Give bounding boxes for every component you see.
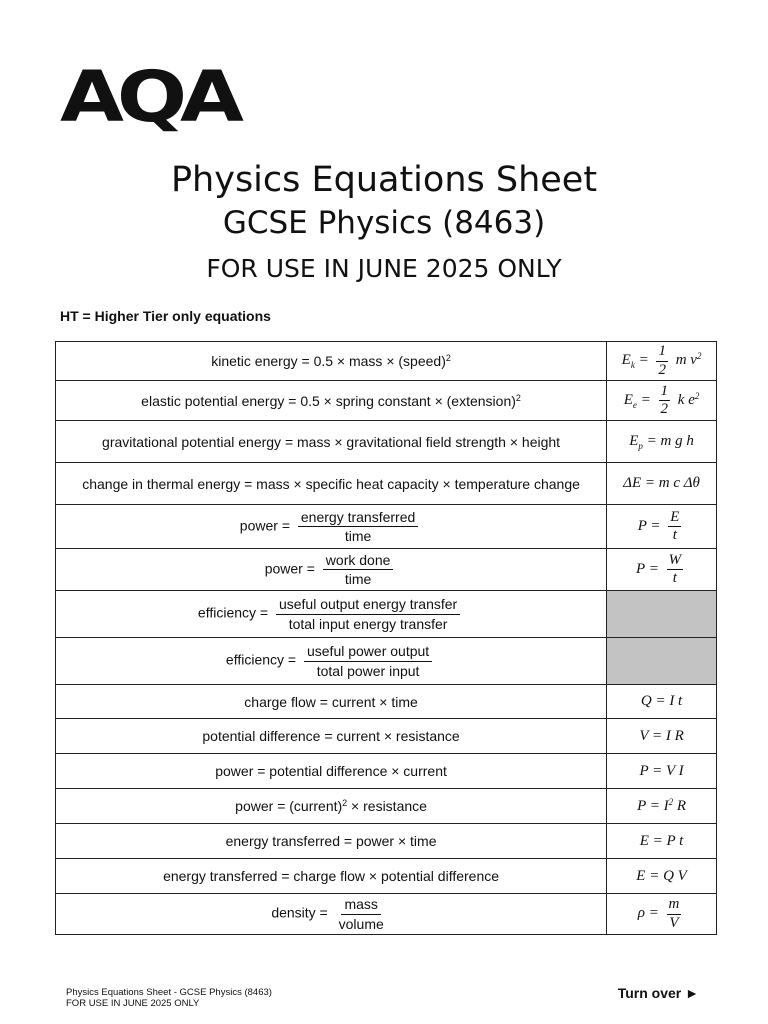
fraction: $\frac{1}{2}$ bbox=[660, 382, 669, 417]
word-equation: kinetic energy = 0.5 × mass × (speed)$^2$ bbox=[56, 342, 607, 381]
equation-row-density bbox=[56, 894, 717, 935]
symbol-equation: ΔE = m c Δθ bbox=[607, 463, 717, 505]
word-equation: change in thermal energy = mass × specific heat capacity × temperature change bbox=[56, 463, 607, 505]
aqa-logo: AQA bbox=[60, 56, 237, 138]
fraction: $\frac{1}{2}$ bbox=[658, 343, 666, 378]
turn-over-label: Turn over ► bbox=[617, 985, 699, 1001]
fraction: $\frac{\text{work done}}{\text{time}}$ bbox=[323, 551, 394, 588]
equation-row-power-work bbox=[56, 549, 717, 591]
fraction: $\frac{\text{useful output energy transfer}}{\text{total input energy transfer}}$ bbox=[276, 595, 460, 632]
word-equation: efficiency = $\frac{\text{useful output energy transfer}}{\text{total input energy transfer}}$ bbox=[56, 591, 607, 638]
word-equation: power = (current)$^2$ × resistance bbox=[56, 789, 607, 824]
symbol-equation: $E_k$ = $\frac{1}{2}$ m $v^2$ bbox=[607, 342, 717, 381]
equation-row-energy-qv bbox=[56, 859, 717, 894]
word-equation: potential difference = current × resistance bbox=[56, 719, 607, 754]
page-subtitle: GCSE Physics (8463) bbox=[222, 205, 546, 241]
fraction: $\frac{\text{energy transferred}}{\text{time}}$ bbox=[298, 508, 418, 545]
fraction: $\frac{\text{useful power output}}{\text{total power input}}$ bbox=[304, 642, 432, 679]
equation-row-energy-pt bbox=[56, 824, 717, 859]
symbol-equation-blank bbox=[607, 591, 717, 638]
use-notice: FOR USE IN JUNE 2025 ONLY bbox=[206, 254, 562, 283]
word-equation: energy transferred = power × time bbox=[56, 824, 607, 859]
equation-row-charge-flow bbox=[56, 685, 717, 719]
symbol-equation: $E_e$ = $\frac{1}{2}$ k $e^2$ bbox=[607, 381, 717, 421]
footer-line-2: FOR USE IN JUNE 2025 ONLY bbox=[66, 998, 200, 1009]
word-equation: power = $\frac{\text{energy transferred}}{\text{time}}$ bbox=[56, 505, 607, 549]
fraction: $\frac{m}{V}$ bbox=[668, 896, 680, 931]
word-equation: energy transferred = charge flow × potential difference bbox=[56, 859, 607, 894]
word-equation: efficiency = $\frac{\text{useful power output}}{\text{total power input}}$ bbox=[56, 638, 607, 685]
equation-row-elastic-potential-energy bbox=[56, 381, 717, 421]
footer-line-1: Physics Equations Sheet - GCSE Physics (8463) bbox=[66, 987, 272, 998]
symbol-equation-blank bbox=[607, 638, 717, 685]
word-equation: charge flow = current × time bbox=[56, 685, 607, 719]
word-equation: elastic potential energy = 0.5 × spring constant × (extension)$^2$ bbox=[56, 381, 607, 421]
symbol-equation: P = V I bbox=[607, 754, 717, 789]
symbol-equation: E = P t bbox=[607, 824, 717, 859]
symbol-equation: P = $\frac{E}{t}$ bbox=[607, 505, 717, 549]
symbol-equation: E = Q V bbox=[607, 859, 717, 894]
symbol-equation: $P = I^2$ R bbox=[607, 789, 717, 824]
fraction: $\frac{\text{mass}}{\text{volume}}$ bbox=[338, 896, 384, 932]
equation-row-gravitational-potential-energy bbox=[56, 421, 717, 463]
word-equation: power = potential difference × current bbox=[56, 754, 607, 789]
symbol-equation: P = $\frac{W}{t}$ bbox=[607, 549, 717, 591]
symbol-equation: $E_p = m$ g h bbox=[607, 421, 717, 463]
fraction: $\frac{W}{t}$ bbox=[668, 551, 682, 586]
equation-row-efficiency-power bbox=[56, 638, 717, 685]
equation-row-power-energy bbox=[56, 505, 717, 549]
equation-row-power-vi bbox=[56, 754, 717, 789]
equation-row-potential-difference bbox=[56, 719, 717, 754]
equation-row-power-i2r bbox=[56, 789, 717, 824]
page-title: Physics Equations Sheet bbox=[170, 160, 598, 200]
page-footer bbox=[66, 987, 272, 1009]
word-equation: power = $\frac{\text{work done}}{\text{time}}$ bbox=[56, 549, 607, 591]
equation-row-thermal-energy bbox=[56, 463, 717, 505]
word-equation: density = $\frac{\text{mass}}{\text{volume}}$ bbox=[56, 894, 607, 935]
symbol-equation: ρ = $\frac{m}{V}$ bbox=[607, 894, 717, 935]
equation-row-kinetic-energy bbox=[56, 342, 717, 381]
symbol-equation: Q = I t bbox=[607, 685, 717, 719]
equation-row-efficiency-energy bbox=[56, 591, 717, 638]
word-equation: gravitational potential energy = mass × gravitational field strength × height bbox=[56, 421, 607, 463]
symbol-equation: V = I R bbox=[607, 719, 717, 754]
higher-tier-note: HT = Higher Tier only equations bbox=[60, 308, 271, 324]
fraction: $\frac{E}{t}$ bbox=[670, 508, 680, 543]
equations-table bbox=[55, 341, 717, 935]
